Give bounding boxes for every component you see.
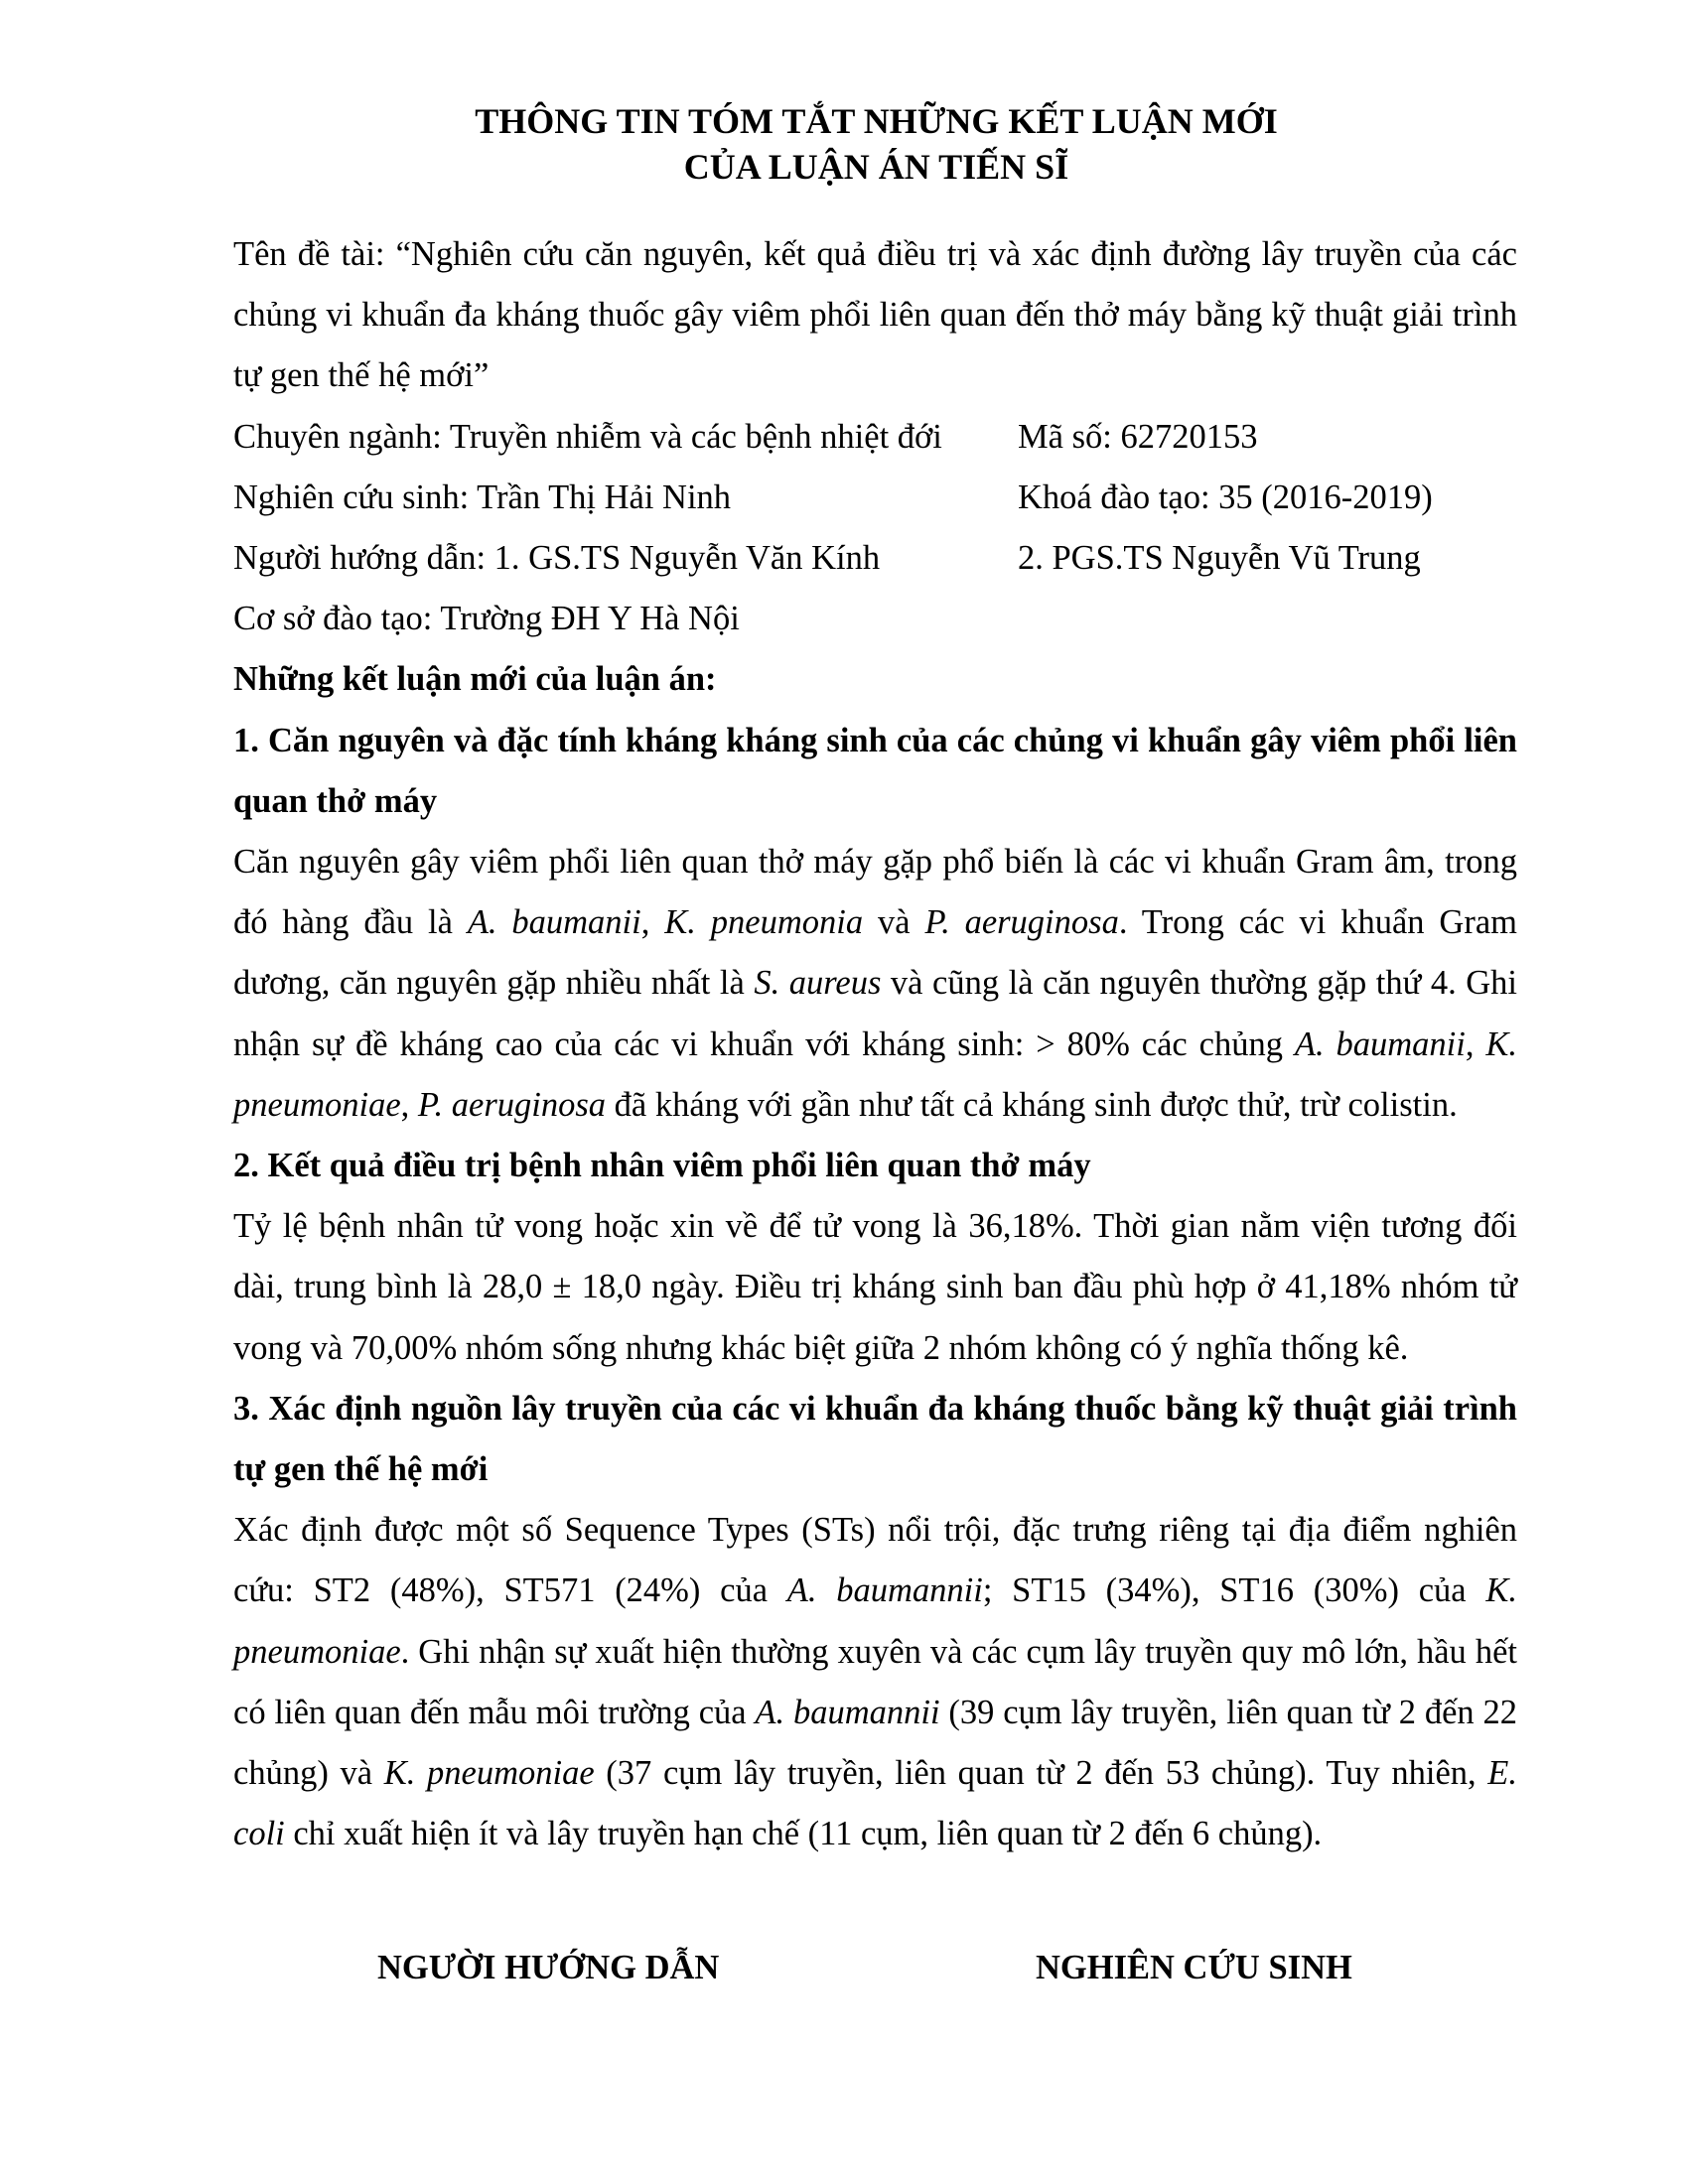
s1-text-6: , xyxy=(1465,1024,1486,1063)
s1-species-7: P. aeruginosa xyxy=(417,1085,607,1124)
institution-text: Cơ sở đào tạo: Trường ĐH Y Hà Nội xyxy=(233,600,740,638)
section-3-title: 3. Xác định nguồn lây truyền của các vi khuẩn đa kháng thuốc bằng kỹ thuật giải trình tự gen thế hệ mới xyxy=(233,1389,1517,1489)
course-text: Khoá đào tạo: 35 (2016-2019) xyxy=(1018,478,1433,516)
topic-text: Tên đề tài: “Nghiên cứu căn nguyên, kết quả điều trị và xác định đường lây truyền của các chủng vi khuẩn đa kháng thuốc gây viêm phổi liên quan đến thở máy bằng kỹ thuật giải trình tự gen thế hệ mới” xyxy=(233,235,1517,395)
s1-text-4: . Trong các vi khuẩn Gram dương, căn nguyên gặp nhiều nhất là xyxy=(233,903,1517,1003)
document-title-line-1: THÔNG TIN TÓM TẮT NHỮNG KẾT LUẬN MỚI xyxy=(475,101,1278,141)
s1-species-6: K. pneumoniae xyxy=(233,1024,1518,1124)
s1-text-5: và cũng là căn nguyên thường gặp thứ 4. Ghi nhận sự đề kháng cao của các vi khuẩn với kháng sinh: > 80% các chủng xyxy=(233,964,1518,1063)
s3-species-4: K. pneumoniae xyxy=(383,1754,595,1793)
s1-text-7: , xyxy=(400,1085,418,1124)
s1-species-3: P. aeruginosa xyxy=(924,903,1119,942)
section-1-title: 1. Căn nguyên và đặc tính kháng kháng sinh của các chủng vi khuẩn gây viêm phổi liên quan thở máy xyxy=(233,721,1517,820)
specialty-text: Chuyên ngành: Truyền nhiễm và các bệnh nhiệt đới xyxy=(233,417,942,456)
student-row xyxy=(233,468,1517,528)
document-body xyxy=(233,224,1517,1864)
s3-text-3: . Ghi nhận sự xuất hiện thường xuyên và các cụm lây truyền quy mô lớn, hầu hết có liên quan đến mẫu môi trường của xyxy=(233,1632,1517,1731)
s1-species-2: K. pneumonia xyxy=(664,903,864,942)
s3-species-2: K. pneumoniae xyxy=(233,1571,1517,1671)
code-text: Mã số: 62720153 xyxy=(1018,417,1258,456)
s3-species-5: E. coli xyxy=(233,1754,1517,1853)
supervisor-1-text: Người hướng dẫn: 1. GS.TS Nguyễn Văn Kính xyxy=(233,539,881,578)
document-title-line-2: CỦA LUẬN ÁN TIẾN SĨ xyxy=(683,147,1069,187)
s1-text-3: và xyxy=(863,903,925,942)
s1-text-8: đã kháng với gần như tất cả kháng sinh được thử, trừ colistin. xyxy=(606,1085,1458,1124)
s3-text-2: ; ST15 (34%), ST16 (30%) của xyxy=(982,1571,1486,1610)
s1-text-2: , xyxy=(640,903,665,942)
s3-species-1: A. baumannii xyxy=(786,1571,983,1610)
s3-text-6: chỉ xuất hiện ít và lây truyền hạn chế (11 cụm, liên quan từ 2 đến 6 chủng). xyxy=(284,1815,1323,1853)
section-2-title: 2. Kết quả điều trị bệnh nhân viêm phổi liên quan thở máy xyxy=(233,1147,1091,1185)
section-1-paragraph xyxy=(233,832,1517,1136)
supervisor-row xyxy=(233,528,1517,589)
s3-species-3: A. baumannii xyxy=(755,1693,940,1731)
conclusions-heading: Những kết luận mới của luận án: xyxy=(233,660,717,699)
specialty-row xyxy=(233,407,1517,468)
supervisor-signature-label: NGƯỜI HƯỚNG DẪN xyxy=(377,1949,720,1986)
supervisor-2-text: 2. PGS.TS Nguyễn Vũ Trung xyxy=(1018,539,1421,578)
s1-species-1: A. baumanii xyxy=(467,903,641,942)
s3-text-4: (39 cụm lây truyền, liên quan từ 2 đến 22 chủng) và xyxy=(233,1693,1517,1793)
student-signature-label: NGHIÊN CỨU SINH xyxy=(1036,1949,1352,1986)
s1-text-1: Căn nguyên gây viêm phổi liên quan thở máy gặp phổ biến là các vi khuẩn Gram âm, trong đó hàng đầu là xyxy=(233,843,1517,942)
s3-text-1: Xác định được một số Sequence Types (STs) nổi trội, đặc trưng riêng tại địa điểm nghiên cứu: ST2 (48%), ST571 (24%) của xyxy=(233,1511,1517,1610)
s1-species-5: A. baumanii xyxy=(1294,1024,1466,1063)
s1-species-4: S. aureus xyxy=(754,964,882,1003)
section-3-paragraph xyxy=(233,1500,1517,1864)
student-text: Nghiên cứu sinh: Trần Thị Hải Ninh xyxy=(233,478,732,516)
s3-text-5: (37 cụm lây truyền, liên quan từ 2 đến 53 chủng). Tuy nhiên, xyxy=(594,1754,1488,1793)
section-2-paragraph: Tỷ lệ bệnh nhân tử vong hoặc xin về để tử vong là 36,18%. Thời gian nằm viện tương đối dài, trung bình là 28,0 ± 18,0 ngày. Điều trị kháng sinh ban đầu phù hợp ở 41,18% nhóm tử vong và 70,00% nhóm sống nhưng khác biệt giữa 2 nhóm không có ý nghĩa thống kê. xyxy=(233,1207,1517,1367)
